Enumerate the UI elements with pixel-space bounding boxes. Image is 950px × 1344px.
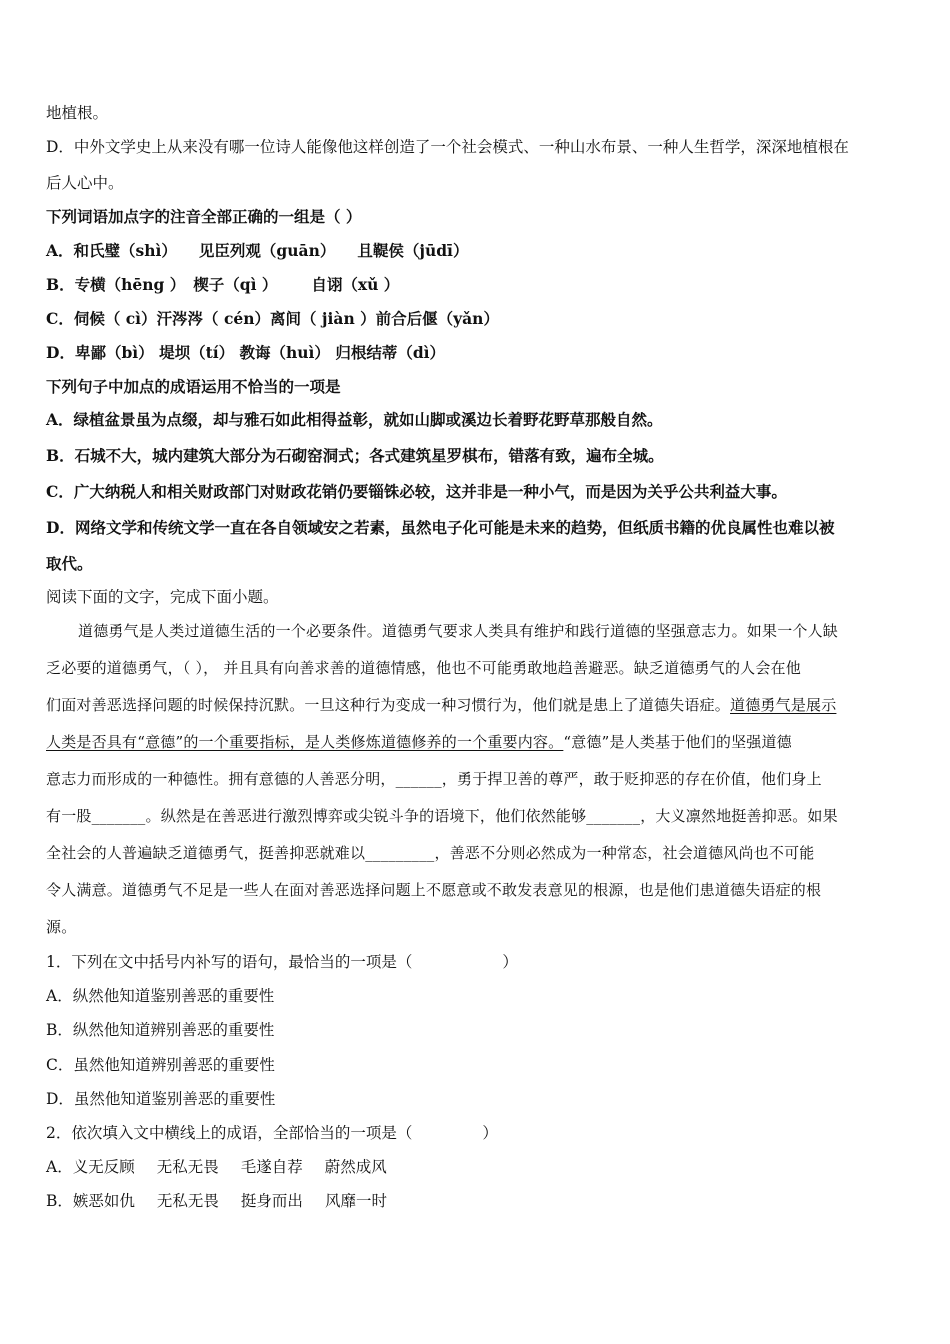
passage-line: 全社会的人普遍缺乏道德勇气，挺善抑恶就难以_________，善恶不分则必然成为一种常态，社会道德风尚也不可能 — [46, 844, 815, 862]
idiom-option-a: A．绿植盆景虽为点缀，却与雅石如此相得益彰，就如山脚或溪边长着野花野草那般自然。 — [46, 410, 663, 429]
passage-line: 有一股_______。纵然是在善恶进行激烈博弈或尖锐斗争的语境下，他们依然能够_______，大义凛然地挺善抑恶。如果 — [46, 807, 838, 825]
passage-line: 令人满意。道德勇气不足是一些人在面对善恶选择问题上不愿意或不敢发表意见的根源，也是他们患道德失语症的根 — [46, 881, 822, 899]
question-2-stem: 2．依次填入文中横线上的成语，全部恰当的一项是（ ） — [46, 1124, 498, 1142]
passage-line: 道德勇气是人类过道德生活的一个必要条件。道德勇气要求人类具有维护和践行道德的坚强意志力。如果一个人缺 — [78, 622, 839, 640]
underlined-sentence: 道德勇气是展示 — [730, 696, 837, 714]
idiom-option-b: B．石城不大，城内建筑大部分为石砌窑洞式；各式建筑星罗棋布，错落有致，遍布全城。 — [46, 446, 664, 465]
passage-line: 们面对善恶选择问题的时候保持沉默。一旦这种行为变成一种习惯行为，他们就是患上了道德失语症。道德勇气是展示 — [46, 696, 837, 714]
q1-option-d: D．虽然他知道鉴别善恶的重要性 — [46, 1090, 276, 1108]
passage-line: 源。 — [46, 918, 77, 936]
idiom-option-d: D．网络文学和传统文学一直在各自领域安之若素，虽然电子化可能是未来的趋势，但纸质书籍的优良属性也难以被 — [46, 518, 835, 537]
q1-option-b: B．纵然他知道辨别善恶的重要性 — [46, 1021, 275, 1039]
q2-option-b: B．嫉恶如仇 无私无畏 挺身而出 风靡一时 — [46, 1192, 387, 1210]
pinyin-option-c: C．伺候（ cì）汗涔涔（ cén）离间（ jiàn ）前合后偃（yǎn） — [46, 309, 499, 328]
text-line: 后人心中。 — [46, 174, 124, 192]
question-idiom: 下列句子中加点的成语运用不恰当的一项是 — [46, 377, 341, 396]
passage-line: 意志力而形成的一种德性。拥有意德的人善恶分明，______，勇于捍卫善的尊严，敢于贬抑恶的存在价值，他们身上 — [46, 770, 822, 788]
pinyin-option-a: A．和氏璧（shì） 见臣列观（guān） 且鞮侯（jūdī） — [46, 241, 469, 260]
passage-line: 乏必要的道德勇气，（ ）， 并且具有向善求善的道德情感，他也不可能勇敢地趋善避恶。缺乏道德勇气的人会在他 — [46, 659, 801, 677]
question-1-stem: 1．下列在文中括号内补写的语句，最恰当的一项是（ ） — [46, 953, 518, 971]
pinyin-option-b: B．专横（hēng ） 楔子（qì ） 自诩（xǔ ） — [46, 275, 400, 294]
option-d-text: D．中外文学史上从来没有哪一位诗人能像他这样创造了一个社会模式、一种山水布景、一种人生哲学，深深地植根在 — [46, 138, 849, 156]
underlined-sentence: 人类是否具有“意德”的一个重要指标，是人类修炼道德修养的一个重要内容。 — [46, 733, 564, 751]
q2-option-a: A．义无反顾 无私无畏 毛遂自荐 蔚然成风 — [46, 1158, 387, 1176]
idiom-option-c: C．广大纳税人和相关财政部门对财政花销仍要锱铢必较，这并非是一种小气，而是因为关乎公共利益大事。 — [46, 482, 787, 501]
reading-instruction: 阅读下面的文字，完成下面小题。 — [46, 588, 279, 606]
text-line: 地植根。 — [46, 104, 109, 122]
idiom-option-d-cont: 取代。 — [46, 554, 93, 573]
q1-option-c: C．虽然他知道辨别善恶的重要性 — [46, 1056, 275, 1074]
pinyin-option-d: D．卑鄙（bì） 堤坝（tí） 教诲（huì） 归根结蒂（dì） — [46, 343, 446, 362]
question-pinyin: 下列词语加点字的注音全部正确的一组是（ ） — [46, 207, 362, 226]
q1-option-a: A．纵然他知道鉴别善恶的重要性 — [46, 987, 275, 1005]
passage-line: 人类是否具有“意德”的一个重要指标，是人类修炼道德修养的一个重要内容。“意德”是人类基于他们的坚强道德 — [46, 733, 792, 751]
